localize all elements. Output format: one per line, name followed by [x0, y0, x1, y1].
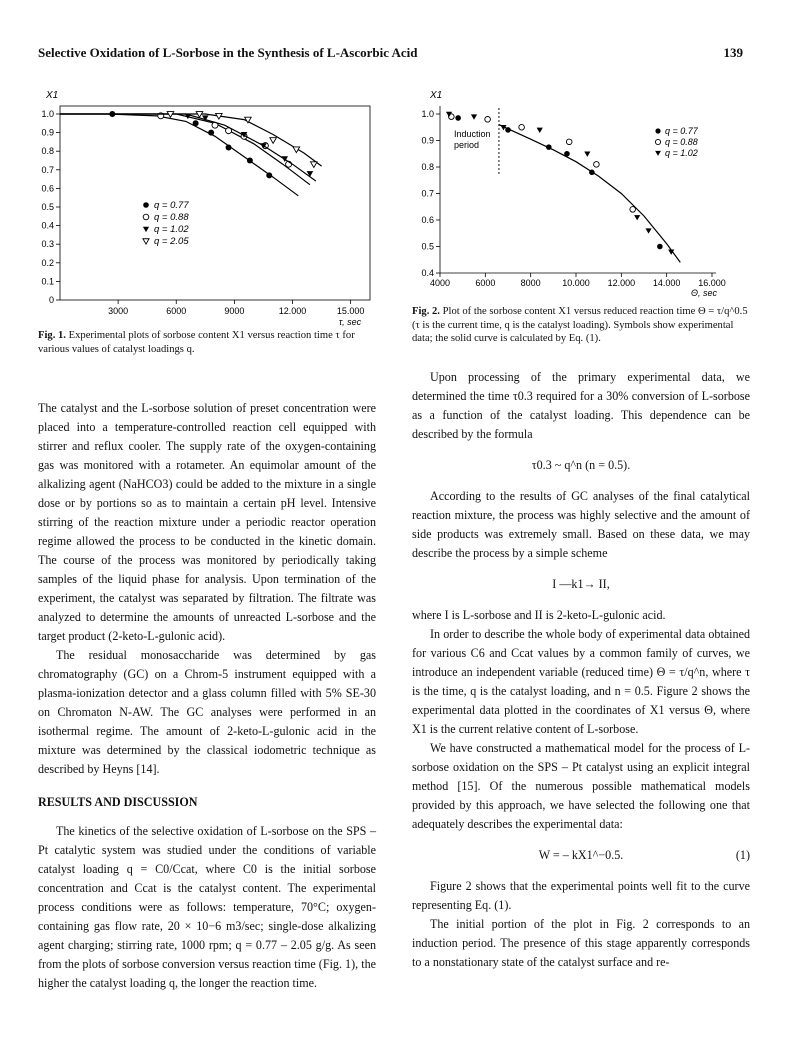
x-tick-label: 9000: [224, 306, 245, 316]
induction-annotation: period: [454, 140, 480, 150]
y-tick-label: 0.9: [421, 135, 434, 146]
section-heading: RESULTS AND DISCUSSION: [38, 795, 198, 809]
figure-1-caption-text: Experimental plots of sorbose content X1 versus reaction time τ for various values of catalyst loadings q.: [38, 330, 355, 355]
series-curve: [60, 114, 316, 181]
x-tick-label: 15.000: [336, 306, 365, 316]
y-tick-label: 0.6: [41, 183, 54, 194]
data-point: [564, 151, 570, 157]
paragraph: The catalyst and the L-sorbose solution of preset concentration were placed into a temperature-controlled reaction cell equipped with stirrer and reflux cooler. The supply rate of the oxygen-containing gas was monitored with a rotameter. An equimolar amount of the alkalizing agent (NaHCO3) could be added to the mixture in a single dose or by portions so as to maintain a certain pH level. Intensive stirring of the reaction mixture under a periodic reactor operation regime allowed the process to be conducted in the kinetic domain. The course of the process was monitored by periodically taking samples of the liquid phase for analysis. Upon termination of the experiment, the catalyst was separated by filtration. The filtrate was analyzed to determine the amounts of unreacted L-sorbose and the target product (2-keto-L-gulonic acid).: [38, 401, 376, 643]
data-point: [519, 124, 525, 130]
legend-marker: [655, 139, 660, 144]
data-point: [594, 162, 600, 168]
figure-1-chart: [30, 78, 380, 328]
data-point: [485, 117, 491, 123]
equation-1: [412, 846, 750, 865]
y-axis-label: X1: [430, 90, 443, 101]
data-point: [584, 152, 590, 157]
y-tick-label: 0.7: [421, 188, 434, 199]
paragraph: where I is L-sorbose and II is 2-keto-L-gulonic acid.: [412, 608, 666, 622]
legend-marker: [143, 202, 149, 208]
y-tick-label: 0.2: [41, 257, 54, 268]
x-tick-label: 4000: [429, 278, 451, 288]
induction-annotation: Induction: [454, 129, 491, 139]
data-point: [266, 172, 272, 178]
data-point: [311, 162, 318, 168]
equation-1-body: W = – kX1^−0.5.: [538, 848, 624, 862]
y-tick-label: 0.6: [421, 215, 434, 225]
legend-entry: q = 1.02: [665, 148, 698, 158]
data-point: [634, 215, 640, 220]
legend-marker: [655, 128, 660, 133]
series-curve: [60, 114, 298, 196]
left-column: [38, 399, 376, 993]
data-point: [537, 128, 543, 133]
figure-1-caption: [38, 329, 378, 356]
page-number: 139: [723, 45, 743, 60]
data-point: [208, 130, 214, 136]
x-tick-label: 14.000: [652, 278, 681, 288]
y-tick-label: 0.7: [41, 164, 54, 175]
data-point: [657, 244, 663, 250]
data-point: [645, 228, 651, 233]
x-tick-label: 10.000: [562, 278, 590, 288]
data-point: [226, 144, 232, 150]
data-point: [630, 207, 636, 213]
y-tick-label: 0: [48, 295, 54, 305]
x-tick-label: 6000: [166, 306, 187, 316]
y-tick-label: 0.8: [421, 162, 434, 172]
x-tick-label: 6000: [475, 278, 496, 288]
plot-frame: [60, 106, 370, 300]
y-tick-label: 0.3: [41, 239, 54, 250]
paragraph: We have constructed a mathematical model for the process of L- sorbose oxidation on the SPS – Pt catalyst using an explicit integral method [15]. Of the numerous possible mathematical models provided by this approach, we have selected the following one that adequately describes the experimental data:: [412, 741, 750, 831]
data-point: [247, 158, 253, 164]
x-axis-label: Θ, sec: [690, 288, 718, 298]
data-point: [193, 120, 199, 126]
y-tick-label: 0.5: [421, 241, 434, 252]
figure-2-caption: [412, 305, 750, 346]
paragraph: Figure 2 shows that the experimental points well fit to the curve representing Eq. (1).: [412, 879, 750, 912]
x-tick-label: 3000: [108, 306, 129, 316]
paragraph: Upon processing of the primary experimental data, we determined the time τ0.3 required for a 30% conversion of L-sorbose as a function of the catalyst loading. This dependence can be described by the formula: [412, 370, 750, 441]
data-point: [505, 127, 511, 133]
legend-marker: [143, 227, 149, 232]
paragraph: The kinetics of the selective oxidation of L-sorbose on the SPS – Pt catalytic system was studied under the conditions of variable catalyst loading q = C0/Ccat, where C0 is the initial sorbose concentration and Ccat is the catalyst content. The experimental process conditions were as follows: temperature, 70°C; oxygen-containing gas flow rate, 20 × 10−6 m3/sec; single-dose alkalizing agent charging; stirring rate, 1000 rpm; q = 0.77 – 2.05 g/g. As seen from the plots of sorbose conversion versus reaction time (Fig. 1), the higher the catalyst loading q, the longer the reaction time.: [38, 824, 376, 990]
y-tick-label: 0.4: [421, 268, 434, 278]
series-curve: [60, 114, 310, 185]
legend-entry: q = 0.88: [154, 212, 189, 223]
data-point: [270, 138, 277, 144]
right-column: [412, 368, 750, 972]
data-point: [471, 114, 477, 119]
x-tick-label: 12.000: [607, 278, 636, 288]
x-tick-label: 12.000: [278, 306, 307, 316]
reaction-scheme: I —k1→ II,: [552, 577, 610, 591]
equation-tau: τ0.3 ~ q^n (n = 0.5).: [531, 458, 631, 472]
paragraph: The residual monosaccharide was determined by gas chromatography (GC) on a Chrom-5 instrument equipped with a plasma-ionization detector and a glass column filled with 5% SE-30 on Chromaton N-AW. The GC analyses were performed in an isothermal regime. The amount of 2-keto-L-gulonic acid in the mixture was determined by the classical iodometric technique as described by Heyns [14].: [38, 648, 376, 776]
running-title: Selective Oxidation of L-Sorbose in the Synthesis of L-Ascorbic Acid: [38, 45, 418, 60]
paragraph: The initial portion of the plot in Fig. 2 corresponds to an induction period. The presence of this stage apparently corresponds to a nonstationary state of the catalyst surface and re-: [412, 917, 750, 969]
legend-marker: [143, 214, 149, 220]
legend-entry: q = 0.88: [665, 137, 698, 147]
model-curve: [499, 125, 680, 263]
y-tick-label: 0.5: [41, 202, 54, 212]
x-axis-label: τ, sec: [338, 317, 362, 327]
legend-marker: [655, 151, 661, 156]
y-tick-label: 0.4: [41, 220, 54, 231]
figure-2-chart: [412, 78, 752, 303]
running-header: [38, 45, 743, 61]
equation-1-number: (1): [735, 848, 750, 862]
legend-entry: q = 0.77: [154, 200, 189, 211]
data-point: [307, 171, 314, 177]
data-point: [546, 144, 552, 150]
data-point: [566, 139, 572, 145]
y-tick-label: 1.0: [41, 109, 54, 119]
x-tick-label: 8000: [520, 278, 541, 288]
figure-2-caption-text: Plot of the sorbose content X1 versus reduced reaction time Θ = τ/q^0.5 (τ is the current time, q is the catalyst loading). Symbols show experimental data; the solid curve is calculated by Eq. (1).: [412, 306, 748, 344]
x-tick-label: 16.000: [698, 278, 726, 288]
legend-entry: q = 1.02: [154, 224, 189, 235]
data-point: [589, 170, 595, 176]
y-tick-label: 0.1: [41, 276, 54, 287]
data-point: [455, 115, 461, 121]
figure-1-caption-label: Fig. 1.: [38, 330, 66, 341]
legend-marker: [143, 239, 149, 244]
figure-2-caption-label: Fig. 2.: [412, 306, 440, 317]
legend-entry: q = 0.77: [665, 126, 698, 136]
y-tick-label: 0.8: [41, 146, 54, 157]
paragraph: In order to describe the whole body of experimental data obtained for various C6 and Ccat values by a common family of curves, we introduce an independent variable (reduced time) Θ = τ/q^n, where τ is the time, q is the catalyst loading, and n = 0.5. Figure 2 shows the experimental data plotted in the coordinates of X1 versus Θ, where X1 is the current relative content of L-sorbose.: [412, 627, 750, 736]
legend-entry: q = 2.05: [154, 236, 189, 247]
y-tick-label: 0.9: [41, 127, 54, 138]
y-axis-label: X1: [46, 90, 59, 101]
y-tick-label: 1.0: [421, 109, 434, 119]
paragraph: According to the results of GC analyses of the final catalytical reaction mixture, the process was highly selective and the amount of side products was extremely small. Based on these data, we may describe the process by a simple scheme: [412, 489, 750, 560]
